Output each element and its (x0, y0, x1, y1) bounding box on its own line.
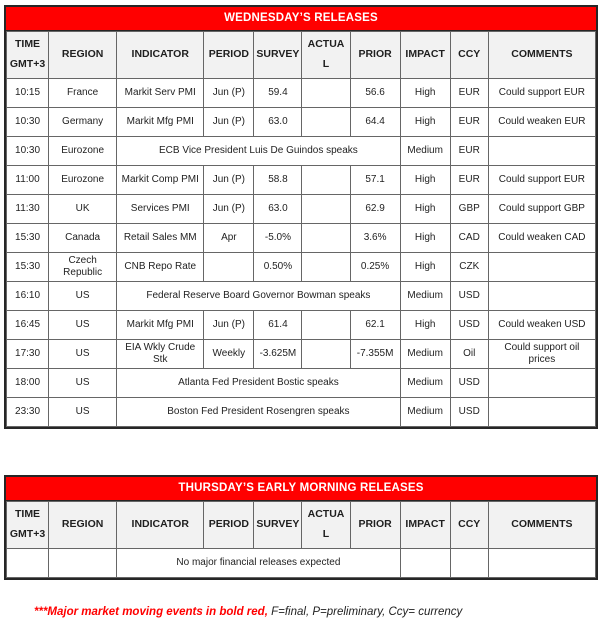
cell-impact: Medium (400, 137, 450, 166)
cell-actual (302, 166, 350, 195)
col-header-indicator (117, 502, 204, 549)
table-title-wednesday: WEDNESDAY’S RELEASES (6, 7, 596, 31)
col-header-survey (254, 32, 302, 79)
cell-ccy: EUR (450, 166, 488, 195)
col-header-region (49, 32, 117, 79)
table-row (7, 79, 596, 108)
cell-survey: -3.625M (254, 340, 302, 369)
cell-period: Jun (P) (204, 195, 254, 224)
footnote-black-text: F=final, P=preliminary, Ccy= currency (267, 606, 463, 618)
table-row (7, 166, 596, 195)
col-header-survey (254, 502, 302, 549)
col-header-label: ACTUAL (307, 38, 345, 70)
cell-region: US (49, 369, 117, 398)
cell-region: US (49, 282, 117, 311)
col-header-label: PERIOD (208, 48, 249, 61)
col-header-period (204, 502, 254, 549)
col-header-comments (488, 502, 595, 549)
col-header-label: TIME (14, 508, 41, 521)
cell-region: UK (49, 195, 117, 224)
cell-survey: 63.0 (254, 108, 302, 137)
table-row (7, 398, 596, 427)
releases-grid (6, 31, 596, 427)
cell-prior: 57.1 (350, 166, 400, 195)
header-row (7, 502, 596, 549)
cell-region: US (49, 311, 117, 340)
cell-time: 16:10 (7, 282, 49, 311)
col-header-impact (400, 502, 450, 549)
col-header-prior (350, 32, 400, 79)
cell-indicator: Markit Mfg PMI (117, 108, 204, 137)
table-row (7, 282, 596, 311)
cell-region: Germany (49, 108, 117, 137)
cell-actual (302, 108, 350, 137)
cell-impact: Medium (400, 340, 450, 369)
cell-comments: Could weaken USD (488, 311, 595, 340)
cell-comments: Could support EUR (488, 79, 595, 108)
cell-ccy: CAD (450, 224, 488, 253)
cell-impact: High (400, 195, 450, 224)
col-header-label: PRIOR (358, 518, 392, 531)
cell-comments: Could weaken EUR (488, 108, 595, 137)
cell-survey: 58.8 (254, 166, 302, 195)
col-header-label: REGION (61, 518, 104, 531)
cell-prior: 56.6 (350, 79, 400, 108)
col-header-label: PRIOR (358, 48, 392, 61)
cell-prior: 0.25% (350, 253, 400, 282)
col-header-indicator (117, 32, 204, 79)
cell-actual (302, 311, 350, 340)
cell-actual (302, 340, 350, 369)
cell-time: 10:30 (7, 137, 49, 166)
col-header-label: CCY (458, 48, 481, 61)
cell-ccy: EUR (450, 137, 488, 166)
cell-region: Canada (49, 224, 117, 253)
col-header-label: INDICATOR (131, 48, 189, 61)
cell-time: 17:30 (7, 340, 49, 369)
thursday-rows (7, 549, 596, 578)
table-row (7, 253, 596, 282)
cell-actual (302, 195, 350, 224)
col-header-label: TIME (14, 38, 41, 51)
cell-survey: 63.0 (254, 195, 302, 224)
table-title-thursday: THURSDAY’S EARLY MORNING RELEASES (6, 477, 596, 501)
cell-impact: Medium (400, 398, 450, 427)
col-header-label: IMPACT (405, 48, 445, 61)
cell-region: France (49, 79, 117, 108)
col-header-time (7, 32, 49, 79)
footnote (34, 606, 596, 618)
cell-region (49, 549, 117, 578)
cell-actual (302, 253, 350, 282)
cell-comments (488, 253, 595, 282)
cell-time: 15:30 (7, 253, 49, 282)
col-header-impact (400, 32, 450, 79)
cell-comments (488, 137, 595, 166)
cell-indicator: Retail Sales MM (117, 224, 204, 253)
cell-impact: High (400, 166, 450, 195)
cell-period: Weekly (204, 340, 254, 369)
cell-ccy: USD (450, 311, 488, 340)
cell-survey: -5.0% (254, 224, 302, 253)
cell-span: No major financial releases expected (117, 549, 400, 578)
cell-impact: Medium (400, 369, 450, 398)
col-header-ccy (450, 502, 488, 549)
cell-time: 15:30 (7, 224, 49, 253)
cell-comments (488, 282, 595, 311)
cell-ccy: CZK (450, 253, 488, 282)
cell-survey: 61.4 (254, 311, 302, 340)
cell-comments (488, 549, 595, 578)
cell-prior: 62.1 (350, 311, 400, 340)
cell-region: Czech Republic (49, 253, 117, 282)
cell-survey: 59.4 (254, 79, 302, 108)
cell-actual (302, 79, 350, 108)
table-row (7, 549, 596, 578)
col-header-actual (302, 32, 350, 79)
col-header-comments (488, 32, 595, 79)
cell-actual (302, 224, 350, 253)
table-row (7, 224, 596, 253)
cell-survey: 0.50% (254, 253, 302, 282)
cell-impact: High (400, 108, 450, 137)
cell-region: US (49, 340, 117, 369)
cell-impact: High (400, 224, 450, 253)
cell-indicator: Markit Mfg PMI (117, 311, 204, 340)
header-row (7, 32, 596, 79)
cell-comments: Could weaken CAD (488, 224, 595, 253)
col-header-ccy (450, 32, 488, 79)
cell-comments: Could support GBP (488, 195, 595, 224)
cell-time: 10:15 (7, 79, 49, 108)
cell-region: Eurozone (49, 137, 117, 166)
cell-ccy: EUR (450, 108, 488, 137)
column-header-row (7, 32, 596, 79)
cell-ccy: USD (450, 282, 488, 311)
cell-indicator: Markit Comp PMI (117, 166, 204, 195)
table-row (7, 369, 596, 398)
cell-ccy (450, 549, 488, 578)
cell-time: 10:30 (7, 108, 49, 137)
cell-impact: High (400, 253, 450, 282)
wednesday-rows (7, 79, 596, 427)
cell-ccy: EUR (450, 79, 488, 108)
cell-time: 18:00 (7, 369, 49, 398)
cell-indicator: Services PMI (117, 195, 204, 224)
cell-span: ECB Vice President Luis De Guindos speaks (117, 137, 400, 166)
cell-region: Eurozone (49, 166, 117, 195)
cell-comments: Could support oil prices (488, 340, 595, 369)
cell-period: Jun (P) (204, 108, 254, 137)
table-row (7, 137, 596, 166)
cell-time (7, 549, 49, 578)
releases-grid (6, 501, 596, 578)
wednesday-releases-table (4, 5, 598, 429)
cell-period (204, 253, 254, 282)
col-header-label: COMMENTS (511, 518, 573, 531)
col-header-label: ACTUAL (307, 508, 345, 540)
col-header-actual (302, 502, 350, 549)
cell-period: Jun (P) (204, 79, 254, 108)
col-header-label: GMT+3 (9, 528, 46, 540)
cell-indicator: EIA Wkly Crude Stk (117, 340, 204, 369)
cell-prior: 62.9 (350, 195, 400, 224)
cell-impact: High (400, 311, 450, 340)
column-header-row (7, 502, 596, 549)
cell-indicator: Markit Serv PMI (117, 79, 204, 108)
cell-span: Atlanta Fed President Bostic speaks (117, 369, 400, 398)
cell-ccy: GBP (450, 195, 488, 224)
cell-time: 11:00 (7, 166, 49, 195)
cell-impact: Medium (400, 282, 450, 311)
col-header-label: GMT+3 (9, 58, 46, 70)
col-header-label: SURVEY (256, 518, 300, 531)
cell-comments: Could support EUR (488, 166, 595, 195)
cell-time: 11:30 (7, 195, 49, 224)
cell-impact: High (400, 79, 450, 108)
col-header-period (204, 32, 254, 79)
cell-indicator: CNB Repo Rate (117, 253, 204, 282)
col-header-time (7, 502, 49, 549)
col-header-label: PERIOD (208, 518, 249, 531)
col-header-label: INDICATOR (131, 518, 189, 531)
cell-impact (400, 549, 450, 578)
col-header-prior (350, 502, 400, 549)
col-header-label: REGION (61, 48, 104, 61)
cell-comments (488, 369, 595, 398)
table-row (7, 108, 596, 137)
cell-period: Jun (P) (204, 311, 254, 340)
cell-prior: 64.4 (350, 108, 400, 137)
cell-ccy: USD (450, 369, 488, 398)
cell-prior: 3.6% (350, 224, 400, 253)
col-header-label: SURVEY (256, 48, 300, 61)
cell-ccy: Oil (450, 340, 488, 369)
cell-time: 16:45 (7, 311, 49, 340)
cell-ccy: USD (450, 398, 488, 427)
cell-period: Apr (204, 224, 254, 253)
col-header-region (49, 502, 117, 549)
table-row (7, 195, 596, 224)
col-header-label: COMMENTS (511, 48, 573, 61)
cell-comments (488, 398, 595, 427)
footnote-red-text: ***Major market moving events in bold red, (34, 606, 268, 618)
cell-span: Federal Reserve Board Governor Bowman speaks (117, 282, 400, 311)
table-row (7, 311, 596, 340)
col-header-label: IMPACT (405, 518, 445, 531)
col-header-label: CCY (458, 518, 481, 531)
cell-region: US (49, 398, 117, 427)
cell-time: 23:30 (7, 398, 49, 427)
cell-prior: -7.355M (350, 340, 400, 369)
table-row (7, 340, 596, 369)
cell-period: Jun (P) (204, 166, 254, 195)
cell-span: Boston Fed President Rosengren speaks (117, 398, 400, 427)
thursday-releases-table (4, 475, 598, 580)
